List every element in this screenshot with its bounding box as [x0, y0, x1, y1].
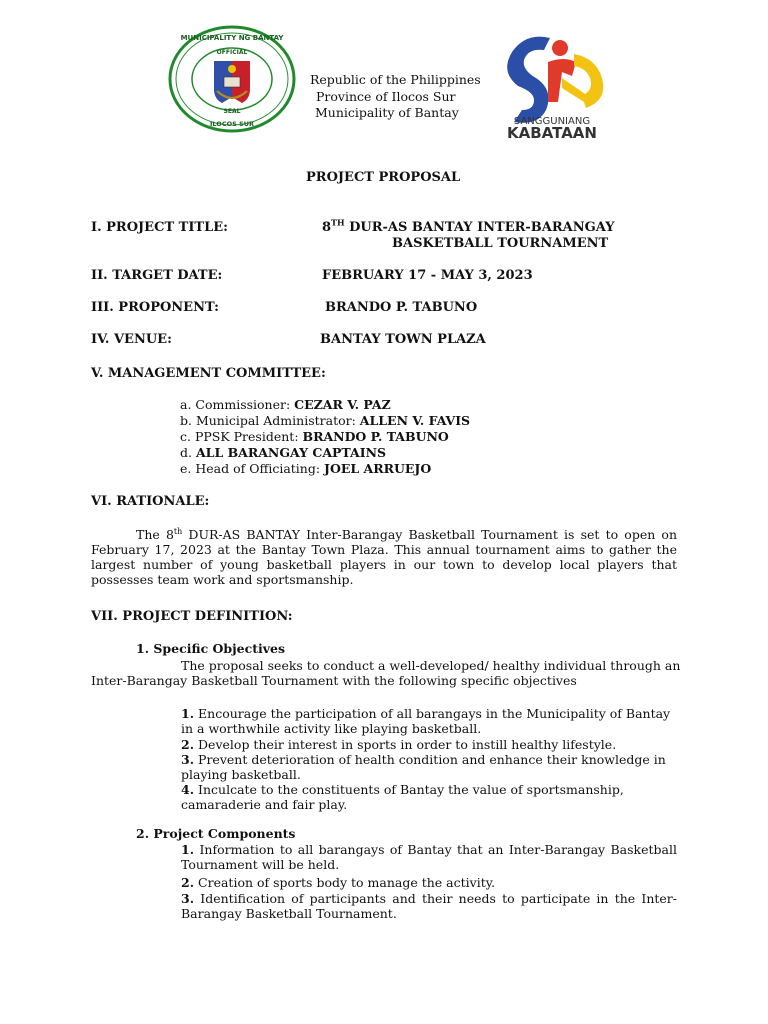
committee-role: b. Municipal Administrator:	[180, 413, 360, 428]
rationale-paragraph	[91, 527, 677, 587]
component-text: Creation of sports body to manage the activity.	[194, 875, 496, 890]
committee-name: BRANDO P. TABUNO	[302, 429, 449, 444]
committee-name: ALLEN V. FAVIS	[359, 413, 471, 428]
component-text: Information to all barangays of Bantay that an Inter-Barangay Basketball Tournament will be held.	[181, 842, 677, 872]
project-title-label: I. PROJECT TITLE:	[91, 220, 228, 235]
objective-text: Develop their interest in sports in order to instill healthy lifestyle.	[194, 737, 617, 752]
committee-item	[180, 429, 449, 444]
committee-role: d.	[180, 445, 196, 460]
sk-logo-line2: KABATAAN	[507, 124, 597, 140]
header-municipality: Municipality of Bantay	[315, 105, 459, 120]
component-number: 1.	[181, 842, 195, 857]
objective-number: 4.	[181, 782, 195, 797]
project-title-value-line1	[322, 217, 615, 236]
component-item	[181, 891, 677, 921]
proponent-value: BRANDO P. TABUNO	[325, 300, 478, 315]
sangguniang-kabataan-logo	[492, 22, 610, 140]
rationale-lead-suffix: th	[173, 526, 183, 536]
title-ordinal: 8	[322, 220, 332, 235]
venue-value: BANTAY TOWN PLAZA	[320, 332, 486, 347]
objective-item	[181, 706, 677, 736]
committee-name: JOEL ARRUEJO	[324, 461, 432, 476]
component-number: 2.	[181, 875, 195, 890]
committee-name: CEZAR V. PAZ	[294, 397, 391, 412]
title-text-line1: DUR-AS BANTAY INTER-BARANGAY	[344, 220, 615, 235]
rationale-lead: The 8	[136, 527, 174, 542]
objective-text: Prevent deterioration of health condition and enhance their knowledge in playing basketball.	[181, 752, 666, 782]
rationale-body: DUR-AS BANTAY Inter-Barangay Basketball Tournament is set to open on February 17, 2023 at the Bantay Town Plaza. This annual tournament aims to gather the largest number of young basketball players in our town to develop local players that possesses team work and sportsmanship.	[91, 527, 677, 587]
header-province: Province of Ilocos Sur	[316, 89, 456, 104]
objective-item	[181, 737, 677, 752]
committee-role: c. PPSK President:	[180, 429, 303, 444]
seal-text-seal: SEAL	[223, 108, 241, 115]
objective-item	[181, 752, 677, 782]
seal-text-bottom: ILOCOS SUR	[209, 120, 255, 128]
proponent-label: III. PROPONENT:	[91, 300, 219, 315]
committee-role: a. Commissioner:	[180, 397, 295, 412]
project-title-value-line2: BASKETBALL TOURNAMENT	[392, 236, 609, 251]
target-date-label: II. TARGET DATE:	[91, 268, 223, 283]
sk-logo-line1: SANGGUNIANG	[513, 116, 591, 127]
rationale-heading: VI. RATIONALE:	[91, 494, 210, 509]
title-ordinal-suffix: TH	[331, 217, 345, 228]
target-date-value: FEBRUARY 17 - MAY 3, 2023	[322, 268, 533, 283]
committee-item	[180, 461, 431, 476]
component-item	[181, 875, 677, 890]
committee-name: ALL BARANGAY CAPTAINS	[195, 445, 387, 460]
document-title: PROJECT PROPOSAL	[306, 170, 461, 185]
seal-text-official: OFFICIAL	[216, 49, 248, 56]
objective-text: Encourage the participation of all barangays in the Municipality of Bantay in a worthwhile activity like playing basketball.	[181, 706, 671, 736]
committee-item	[180, 397, 391, 412]
objective-text: Inculcate to the constituents of Bantay the value of sportsmanship, camaraderie and fair play.	[181, 782, 624, 812]
component-number: 3.	[181, 891, 195, 906]
objective-number: 3.	[181, 752, 195, 767]
objective-number: 1.	[181, 706, 195, 721]
components-heading: 2. Project Components	[136, 826, 296, 841]
committee-item	[180, 445, 386, 460]
venue-label: IV. VENUE:	[91, 332, 172, 347]
municipal-seal-logo	[168, 25, 296, 133]
header-republic: Republic of the Philippines	[310, 72, 481, 87]
objective-item	[181, 782, 677, 812]
committee-role: e. Head of Officiating:	[180, 461, 325, 476]
objectives-intro: The proposal seeks to conduct a well-developed/ healthy individual through an Inter-Barangay Basketball Tournament with the following specific objectives	[91, 658, 681, 688]
objective-number: 2.	[181, 737, 195, 752]
committee-heading: V. MANAGEMENT COMMITTEE:	[91, 366, 326, 381]
seal-text-top: MUNICIPALITY NG BANTAY	[180, 34, 284, 42]
committee-item	[180, 413, 470, 428]
component-text: Identification of participants and their needs to participate in the Inter-Barangay Basketball Tournament.	[181, 891, 677, 921]
definition-heading: VII. PROJECT DEFINITION:	[91, 609, 293, 624]
objectives-heading: 1. Specific Objectives	[136, 641, 286, 656]
component-item	[181, 842, 677, 872]
